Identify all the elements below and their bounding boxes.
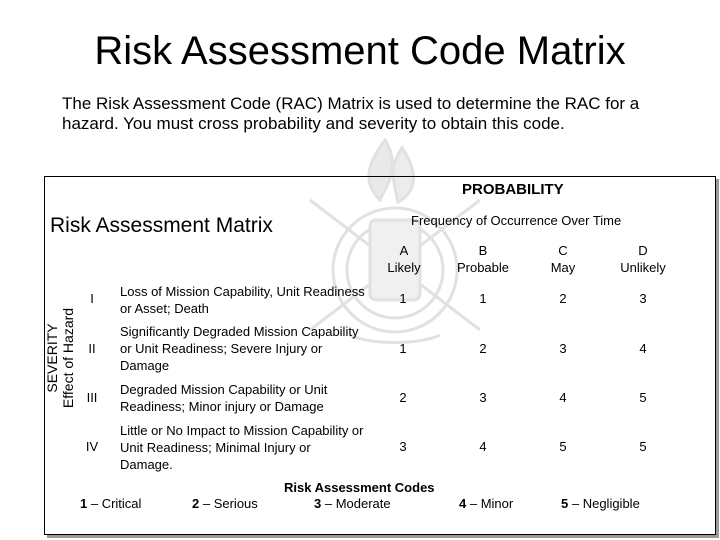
matrix-cell: 2 — [479, 341, 487, 356]
matrix-cell: 4 — [559, 390, 567, 405]
row-description-i: Loss of Mission Capability, Unit Readiness or Asset; Death — [120, 284, 365, 316]
code-label: Minor — [480, 496, 514, 511]
effect-of-hazard: Effect of Hazard — [60, 307, 76, 409]
column-letter: C — [558, 243, 568, 258]
matrix-cell: 4 — [479, 439, 487, 454]
code-label: Critical — [101, 496, 142, 511]
code-number: 3 — [314, 496, 322, 511]
code-item-serious: 2 – Serious — [192, 496, 258, 511]
codes-title: Risk Assessment Codes — [284, 480, 435, 495]
row-numeral-i: I — [90, 291, 94, 306]
intro-text: The Risk Assessment Code (RAC) Matrix is used to determine the RAC for a hazard. You must cross probability and severity to obtain this code. — [62, 94, 640, 133]
column-letter: A — [399, 243, 409, 258]
column-name: May — [550, 260, 576, 275]
matrix-cell: 4 — [639, 341, 647, 356]
code-label: Serious — [213, 496, 258, 511]
column-header-c — [518, 242, 608, 276]
matrix-cell: 2 — [559, 291, 567, 306]
column-header-a — [359, 242, 449, 276]
matrix-cell: 5 — [639, 390, 647, 405]
row-numeral-ii: II — [88, 341, 96, 356]
matrix-title: Risk Assessment Matrix — [50, 214, 273, 237]
row-description-ii: Significantly Degraded Mission Capability or Unit Readiness; Severe Injury or Damage — [120, 324, 359, 373]
row-numeral-iii: III — [86, 390, 98, 405]
code-number: 2 — [192, 496, 200, 511]
code-number: 4 — [459, 496, 467, 511]
column-name: Probable — [456, 260, 510, 275]
column-name: Likely — [387, 260, 421, 275]
matrix-cell: 3 — [399, 439, 407, 454]
severity-label — [44, 308, 76, 408]
column-letter: D — [638, 243, 648, 258]
row-description-iii: Degraded Mission Capability or Unit Readiness; Minor injury or Damage — [120, 382, 328, 414]
severity-title: SEVERITY — [44, 323, 60, 393]
column-name: Unlikely — [620, 260, 666, 275]
row-description-iv: Little or No Impact to Mission Capability or Unit Readiness; Minimal Injury or Damage. — [120, 423, 364, 472]
code-item-minor: 4 – Minor — [459, 496, 514, 511]
code-item-critical: 1 – Critical — [80, 496, 142, 511]
matrix-cell: 5 — [559, 439, 567, 454]
code-item-moderate: 3 – Moderate — [314, 496, 391, 511]
code-number: 5 — [561, 496, 569, 511]
code-label: Moderate — [335, 496, 391, 511]
matrix-cell: 3 — [559, 341, 567, 356]
column-header-b — [438, 242, 528, 276]
column-header-d — [598, 242, 688, 276]
matrix-cell: 1 — [399, 291, 407, 306]
matrix-cell: 1 — [399, 341, 407, 356]
matrix-cell: 5 — [639, 439, 647, 454]
code-label: Negligible — [582, 496, 640, 511]
matrix-cell: 3 — [479, 390, 487, 405]
matrix-cell: 1 — [479, 291, 487, 306]
probability-label: PROBABILITY — [462, 181, 564, 198]
row-numeral-iv: IV — [85, 439, 99, 454]
slide-title: Risk Assessment Code Matrix — [94, 29, 626, 73]
code-item-negligible: 5 – Negligible — [561, 496, 640, 511]
matrix-cell: 2 — [399, 390, 407, 405]
code-number: 1 — [80, 496, 88, 511]
matrix-cell: 3 — [639, 291, 647, 306]
column-letter: B — [478, 243, 488, 258]
frequency-label: Frequency of Occurrence Over Time — [411, 213, 622, 228]
